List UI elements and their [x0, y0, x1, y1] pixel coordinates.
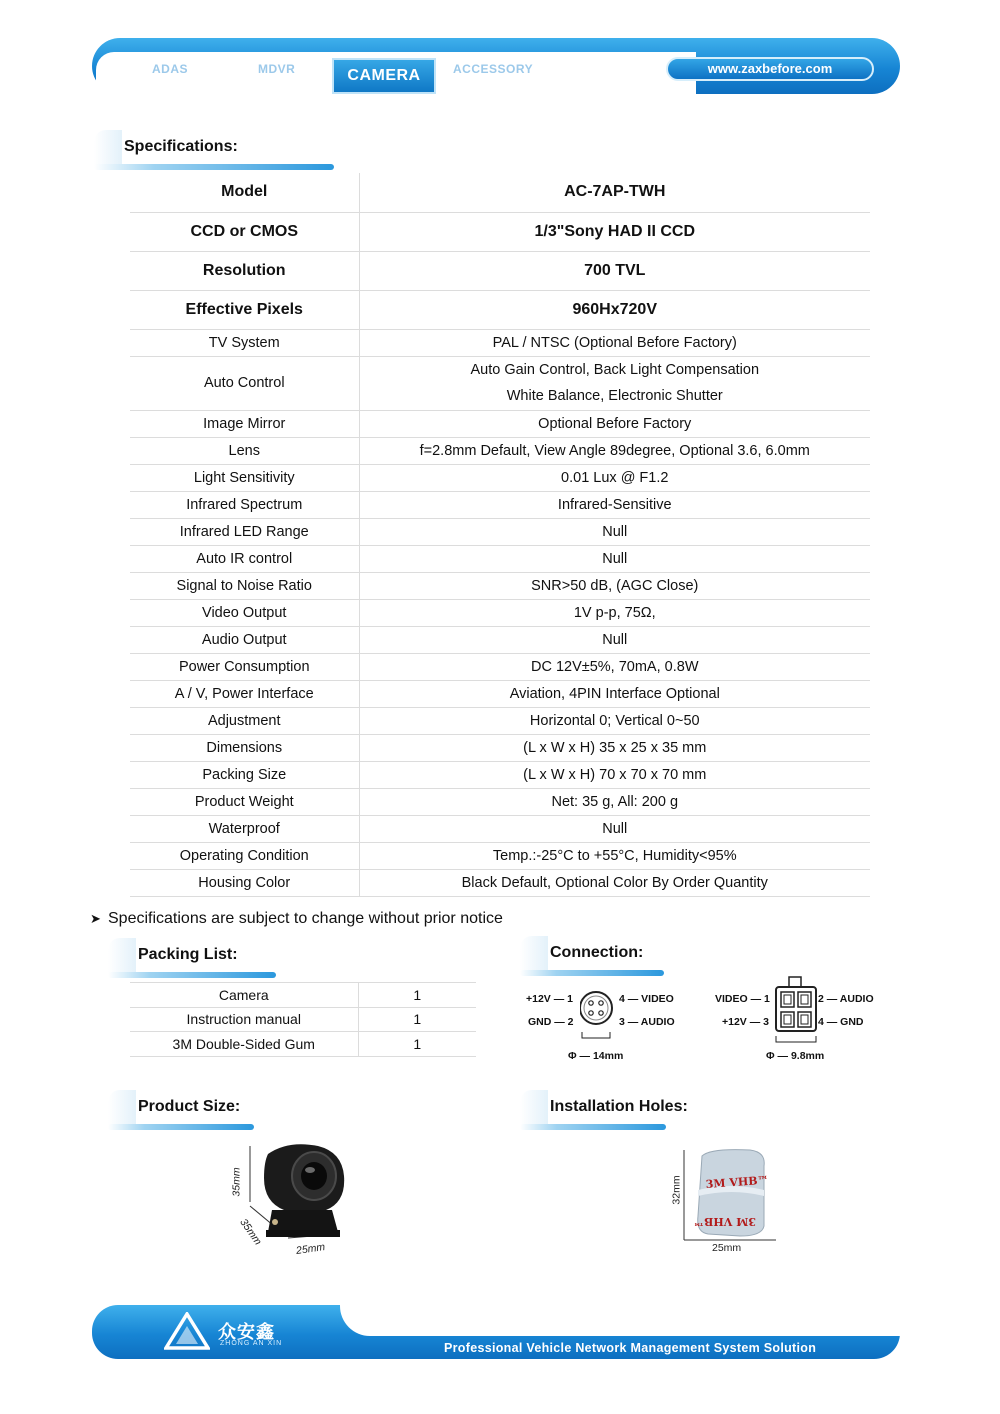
pack-item-qty: 1	[358, 983, 476, 1008]
molex-pin-2: 2 — AUDIO	[818, 993, 874, 1005]
company-logo-icon	[164, 1312, 210, 1350]
heading-shade	[94, 130, 122, 168]
hole-height-label: 32mm	[670, 1175, 683, 1205]
table-row	[130, 983, 476, 1008]
table-row	[130, 464, 870, 491]
spec-key: Infrared Spectrum	[130, 491, 359, 518]
table-row	[130, 212, 870, 251]
mount-base	[266, 1230, 340, 1237]
table-row	[130, 518, 870, 545]
molex-size: Φ — 9.8mm	[766, 1050, 825, 1062]
spec-key: Auto Control	[130, 356, 359, 410]
heading-shade	[520, 1090, 548, 1128]
product-height-label: 35mm	[230, 1167, 243, 1197]
spec-key: Adjustment	[130, 707, 359, 734]
spec-value: Temp.:-25°C to +55°C, Humidity<95%	[359, 842, 870, 869]
aviation-pin-1: +12V — 1	[526, 993, 573, 1005]
heading-underline	[520, 970, 664, 976]
molex-pin-4: 4 — GND	[818, 1016, 864, 1028]
spec-value: Null	[359, 626, 870, 653]
spec-key: A / V, Power Interface	[130, 680, 359, 707]
spec-value: 0.01 Lux @ F1.2	[359, 464, 870, 491]
heading-underline	[520, 1124, 666, 1130]
company-logo-chinese: 众安鑫	[218, 1322, 275, 1342]
spec-key: Waterproof	[130, 815, 359, 842]
table-row	[130, 707, 870, 734]
tab-mdvr[interactable]: MDVR	[258, 62, 296, 76]
table-row	[130, 1007, 476, 1032]
spec-value: 1V p-p, 75Ω,	[359, 599, 870, 626]
aviation-pin-2: GND — 2	[528, 1016, 574, 1028]
adhesive-pad-image	[680, 1146, 780, 1246]
pack-item-name: 3M Double-Sided Gum	[130, 1032, 358, 1057]
hole-width-label: 25mm	[712, 1242, 742, 1254]
table-row	[130, 734, 870, 761]
spec-value: 1/3"Sony HAD II CCD	[359, 212, 870, 251]
spec-key: Effective Pixels	[130, 290, 359, 329]
spec-value: Black Default, Optional Color By Order Quantity	[359, 869, 870, 896]
spec-value: Aviation, 4PIN Interface Optional	[359, 680, 870, 707]
table-row	[130, 356, 870, 410]
spec-value: Net: 35 g, All: 200 g	[359, 788, 870, 815]
connector-body	[580, 992, 612, 1024]
specifications-title: Specifications:	[124, 138, 238, 155]
notice-text: Specifications are subject to change without prior notice	[108, 910, 503, 927]
dimension-bracket	[776, 1036, 816, 1042]
spec-change-notice	[90, 910, 503, 928]
lens-highlight	[305, 1167, 315, 1173]
spec-value: SNR>50 dB, (AGC Close)	[359, 572, 870, 599]
specifications-table	[130, 173, 870, 897]
table-row	[130, 680, 870, 707]
packing-list-heading	[108, 938, 276, 978]
spec-value	[359, 356, 870, 410]
table-row	[130, 491, 870, 518]
table-row	[130, 410, 870, 437]
camera-mount-bracket	[268, 1210, 338, 1232]
table-row	[130, 437, 870, 464]
packing-list-table	[130, 982, 476, 1057]
spec-value: 700 TVL	[359, 251, 870, 290]
table-row	[130, 545, 870, 572]
spec-key: Auto IR control	[130, 545, 359, 572]
pad-brand-text: 3M VHB™	[705, 1173, 769, 1191]
footer-slogan: Professional Vehicle Network Management System Solution	[444, 1341, 817, 1355]
table-row	[130, 329, 870, 356]
pin-socket	[798, 992, 811, 1007]
tab-adas[interactable]: ADAS	[152, 62, 189, 76]
table-row	[130, 869, 870, 896]
heading-shade	[108, 1090, 136, 1128]
heading-shade	[520, 936, 548, 974]
table-row	[130, 788, 870, 815]
camera-lens-glass	[301, 1162, 327, 1190]
table-row	[130, 290, 870, 329]
spec-value: AC-7AP-TWH	[359, 173, 870, 212]
spec-value: Horizontal 0; Vertical 0~50	[359, 707, 870, 734]
pin-socket	[781, 1012, 794, 1027]
table-row	[130, 1032, 476, 1057]
molex-connector-diagram	[772, 976, 822, 1056]
pack-item-name: Instruction manual	[130, 1007, 358, 1032]
spec-key: Image Mirror	[130, 410, 359, 437]
connection-heading	[520, 936, 664, 976]
spec-value: f=2.8mm Default, View Angle 89degree, Optional 3.6, 6.0mm	[359, 437, 870, 464]
spec-value: (L x W x H) 70 x 70 x 70 mm	[359, 761, 870, 788]
molex-pin-3: +12V — 3	[722, 1016, 769, 1028]
spec-key: CCD or CMOS	[130, 212, 359, 251]
product-depth-label: 35mm	[237, 1216, 264, 1248]
spec-value: Null	[359, 518, 870, 545]
spec-value: Infrared-Sensitive	[359, 491, 870, 518]
installation-holes-heading	[520, 1090, 688, 1130]
pin-socket	[798, 1012, 811, 1027]
product-size-title: Product Size:	[138, 1098, 241, 1115]
spec-key: Product Weight	[130, 788, 359, 815]
heading-underline	[108, 1124, 254, 1130]
spec-value: Null	[359, 545, 870, 572]
spec-value-line-1: Auto Gain Control, Back Light Compensation	[470, 362, 760, 378]
spec-key: Operating Condition	[130, 842, 359, 869]
mount-screw	[272, 1219, 278, 1225]
installation-holes-title: Installation Holes:	[550, 1098, 688, 1115]
spec-key: TV System	[130, 329, 359, 356]
table-row	[130, 761, 870, 788]
spec-value: PAL / NTSC (Optional Before Factory)	[359, 329, 870, 356]
product-size-heading	[108, 1090, 254, 1130]
table-row	[130, 626, 870, 653]
spec-key: Audio Output	[130, 626, 359, 653]
aviation-size: Φ — 14mm	[568, 1050, 624, 1062]
spec-value: DC 12V±5%, 70mA, 0.8W	[359, 653, 870, 680]
table-row	[130, 572, 870, 599]
table-row	[130, 251, 870, 290]
aviation-pin-4: 4 — VIDEO	[619, 993, 674, 1005]
table-row	[130, 173, 870, 212]
table-row	[130, 842, 870, 869]
heading-shade	[108, 938, 136, 976]
connector-latch	[789, 977, 801, 987]
spec-key: Light Sensitivity	[130, 464, 359, 491]
spec-value-line-2: White Balance, Electronic Shutter	[506, 388, 723, 404]
arrow-bullet-icon: ➤	[90, 911, 101, 926]
spec-key: Packing Size	[130, 761, 359, 788]
table-row	[130, 815, 870, 842]
spec-key: Dimensions	[130, 734, 359, 761]
molex-pin-1: VIDEO — 1	[715, 993, 770, 1005]
spec-value: Null	[359, 815, 870, 842]
tab-camera[interactable]: CAMERA	[332, 58, 436, 94]
pack-item-qty: 1	[358, 1007, 476, 1032]
spec-key: Signal to Noise Ratio	[130, 572, 359, 599]
product-width-label: 25mm	[295, 1241, 326, 1257]
table-row	[130, 653, 870, 680]
spec-key: Video Output	[130, 599, 359, 626]
pack-item-qty: 1	[358, 1032, 476, 1057]
heading-underline	[94, 164, 334, 170]
company-logo-english: ZHONG AN XIN	[220, 1340, 283, 1347]
heading-underline	[108, 972, 276, 978]
pack-item-name: Camera	[130, 983, 358, 1008]
aviation-connector-diagram	[580, 986, 620, 1056]
dimension-bracket	[582, 1032, 610, 1038]
aviation-pin-3: 3 — AUDIO	[619, 1016, 675, 1028]
spec-key: Resolution	[130, 251, 359, 290]
footer-cutout	[340, 1300, 900, 1336]
spec-value: 960Hx720V	[359, 290, 870, 329]
table-row	[130, 599, 870, 626]
spec-value: Optional Before Factory	[359, 410, 870, 437]
spec-key: Lens	[130, 437, 359, 464]
spec-value: (L x W x H) 35 x 25 x 35 mm	[359, 734, 870, 761]
connection-title: Connection:	[550, 944, 644, 961]
spec-key: Housing Color	[130, 869, 359, 896]
specifications-heading	[94, 130, 334, 170]
spec-key: Model	[130, 173, 359, 212]
packing-list-title: Packing List:	[138, 946, 238, 963]
tab-accessory[interactable]: ACCESSORY	[453, 62, 534, 76]
website-url-link[interactable]: www.zaxbefore.com	[666, 57, 874, 81]
pin-socket	[781, 992, 794, 1007]
pad-brand-text-mirrored: 3M VHB™	[693, 1215, 756, 1228]
spec-key: Power Consumption	[130, 653, 359, 680]
spec-key: Infrared LED Range	[130, 518, 359, 545]
